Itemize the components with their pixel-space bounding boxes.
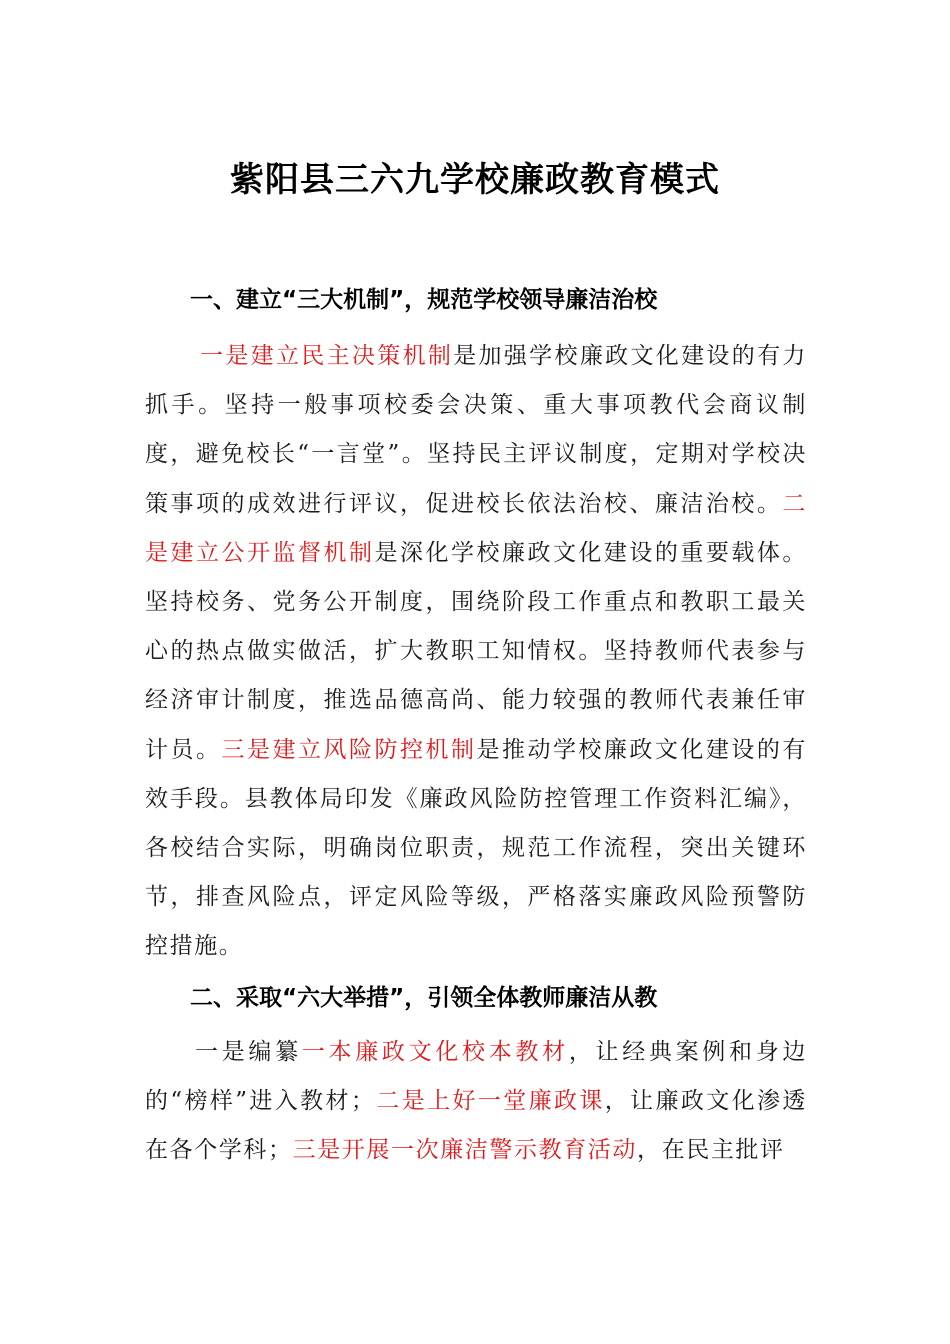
highlight-public-supervision: 二是建立公开监督机制	[145, 490, 807, 566]
paragraph-text: 是加强学校廉政文化建设的有力抓手。坚持一般事项校委会决策、重大事项教代会商议制度，避免校长“一言堂”。坚持民主评议制度，定期对学校决策事项的成效进行评议，促进校长依法治校、廉洁治校。	[145, 343, 807, 517]
highlight-lesson: 二是上好一堂廉政课	[375, 1088, 605, 1115]
paragraph-text: ，在民主批评	[637, 1137, 785, 1164]
highlight-warning-activity: 三是开展一次廉洁警示教育活动	[292, 1137, 638, 1164]
section-1-paragraph	[145, 332, 807, 972]
highlight-risk-control: 三是建立风险防控机制	[221, 736, 477, 763]
document-title: 紫阳县三六九学校廉政教育模式	[230, 160, 720, 200]
paragraph-text: 是推动学校廉政文化建设的有效手段。县教体局印发《廉政风险防控管理工作资料汇编》，各校结合实际，明确岗位职责，规范工作流程，突出关键环节，排查风险点，评定风险等级，严格落实廉政风险预警防控措施。	[145, 736, 807, 960]
paragraph-text: ，让经典案例和身边的“榜样”进入教材；	[145, 1039, 808, 1115]
section-heading-2: 二、采取“六大举措”，引领全体教师廉洁从教	[190, 985, 658, 1011]
paragraph-text: ，让廉政文化渗透在各个学科；	[145, 1088, 807, 1164]
section-heading-1: 一、建立“三大机制”，规范学校领导廉洁治校	[190, 287, 658, 313]
paragraph-text: 是深化学校廉政文化建设的重要载体。坚持校务、党务公开制度，围绕阶段工作重点和教职工最关心的热点做实做活，扩大教职工知情权。坚持教师代表参与经济审计制度，推选品德高尚、能力较强的教师代表兼任审计员。	[145, 539, 807, 763]
highlight-textbook: 一本廉政文化校本教材	[301, 1039, 569, 1065]
highlight-democratic-decision: 一是建立民主决策机制	[200, 343, 454, 369]
paragraph-text: 一是编纂	[195, 1039, 302, 1065]
section-2-paragraph	[145, 1028, 807, 1176]
